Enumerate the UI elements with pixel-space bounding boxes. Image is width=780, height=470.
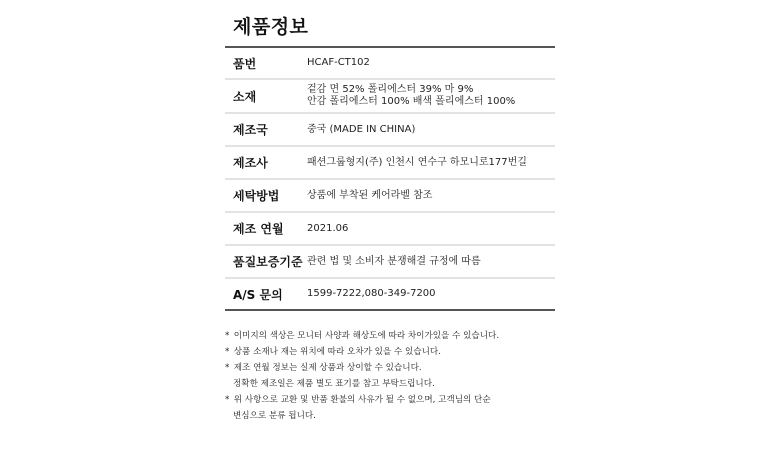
page-title: 제품정보: [233, 16, 309, 38]
table-row-manufacture-date: [225, 213, 555, 246]
product-info-table: [225, 46, 555, 311]
row-label: 품질보증기준: [233, 255, 303, 269]
notice-item: * 상품 소재나 재는 위치에 따라 오차가 있을 수 있습니다.: [225, 347, 441, 357]
table-row-washing: [225, 180, 555, 213]
row-value: 중국 (MADE IN CHINA): [307, 123, 416, 135]
table-row-quality-standard: [225, 246, 555, 279]
row-value: 관련 법 및 소비자 분쟁해결 규정에 따름: [307, 255, 481, 267]
notice-list: [225, 328, 555, 424]
row-label: 제조사: [233, 156, 268, 170]
row-label: 품번: [233, 56, 257, 71]
row-label: 세탁방법: [233, 189, 280, 203]
row-value: 1599-7222,080-349-7200: [307, 288, 436, 299]
table-row-material: [225, 80, 555, 114]
notice-item: * 제조 연월 정보는 실제 상품과 상이할 수 있습니다. 정확한 제조일은 제품 별도 표기를 참고 부탁드립니다.: [225, 363, 435, 389]
row-value: 패션그룹형지(주) 인천시 연수구 하모니로177번길: [307, 156, 527, 168]
table-row-item-number: [225, 48, 555, 80]
row-label: A/S 문의: [233, 287, 283, 302]
row-value: 2021.06: [307, 222, 349, 234]
row-value: HCAF-CT102: [307, 57, 370, 68]
row-value: 상품에 부착된 케어라벨 참조: [307, 189, 433, 201]
row-value: 겉감 면 52% 폴리에스터 39% 마 9% 안감 폴리에스터 100% 배색 폴리에스터 100%: [307, 84, 516, 107]
row-label: 소재: [233, 89, 257, 104]
table-row-manufacturer: [225, 147, 555, 180]
table-row-country: [225, 114, 555, 147]
row-label: 제조국: [233, 123, 268, 137]
notice-item: * 이미지의 색상은 모니터 사양과 해상도에 따라 차이가있을 수 있습니다.: [225, 331, 500, 341]
notice-item: * 위 사항으로 교환 및 반품 환불의 사유가 될 수 없으며, 고객님의 단순 변심으로 분류 됩니다.: [225, 395, 491, 421]
table-row-as-inquiry: [225, 279, 555, 311]
row-label: 제조 연월: [233, 222, 284, 236]
